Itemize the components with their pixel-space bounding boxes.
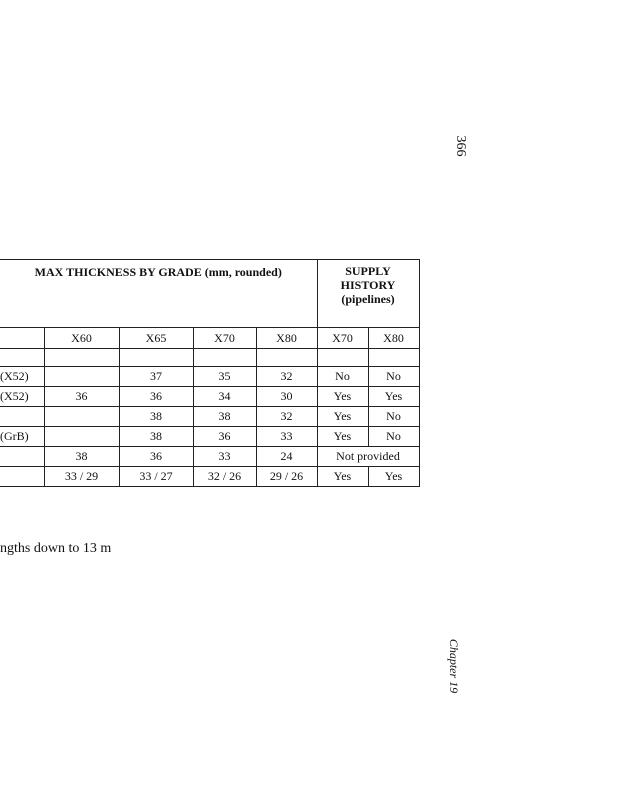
cell-supply-x80: Yes [368,467,419,487]
row-label: (X52) [0,367,44,387]
cell-x65: 36 [119,447,193,467]
cell-x65: 37 [119,367,193,387]
cell-x80 [256,349,317,367]
cell-x65: 38 [119,407,193,427]
cell-x80: 32 [256,367,317,387]
cell-supply-x70 [317,349,368,367]
column-header-x80: X80 [256,328,317,349]
table-row [0,467,419,487]
cell-x80: 32 [256,407,317,427]
table-row [0,367,419,387]
row-label [0,407,44,427]
cell-x60: 36 [44,387,119,407]
cell-x70: 34 [193,387,256,407]
cell-x65: 38 [119,427,193,447]
cell-x70 [193,349,256,367]
cell-x70: 35 [193,367,256,387]
cell-x70: 38 [193,407,256,427]
table-row [0,447,419,467]
cell-supply-x80: No [368,407,419,427]
table-row [0,349,419,367]
supply-header-line-1: SUPPLY [345,264,391,278]
cell-x70: 33 [193,447,256,467]
cell-x60 [44,407,119,427]
row-label [0,349,44,367]
page-number: 366 [453,135,468,157]
running-head: Chapter 19 [447,638,461,694]
row-label: (X52) [0,387,44,407]
cell-x65: 36 [119,387,193,407]
cell-supply-x70: Yes [317,467,368,487]
table-row [0,427,419,447]
cell-x80: 29 / 26 [256,467,317,487]
cell-x60: 38 [44,447,119,467]
cell-x60 [44,367,119,387]
row-label [0,467,44,487]
cell-supply-x80: No [368,427,419,447]
cell-x80: 33 [256,427,317,447]
row-label: (GrB) [0,427,44,447]
cell-supply-x80: Yes [368,387,419,407]
cell-x80: 30 [256,387,317,407]
cell-x70: 32 / 26 [193,467,256,487]
row-label [0,447,44,467]
cell-x65 [119,349,193,367]
cell-supply-not-provided: Not provided [317,447,419,467]
cell-supply-x70: Yes [317,387,368,407]
cell-x60: 33 / 29 [44,467,119,487]
cell-x70: 36 [193,427,256,447]
table-row [0,407,419,427]
supply-header-line-3: (pipelines) [341,292,395,306]
cell-x60 [44,349,119,367]
cell-supply-x70: No [317,367,368,387]
column-header-supply-x80: X80 [368,328,419,349]
column-header-blank [0,328,44,349]
cell-x60 [44,427,119,447]
max-thickness-header: MAX THICKNESS BY GRADE (mm, rounded) [0,260,317,328]
cell-x80: 24 [256,447,317,467]
table-row [0,387,419,407]
supply-history-header [317,260,419,328]
cell-supply-x80 [368,349,419,367]
column-header-x65: X65 [119,328,193,349]
column-header-x70: X70 [193,328,256,349]
cell-x65: 33 / 27 [119,467,193,487]
column-header-supply-x70: X70 [317,328,368,349]
cell-supply-x70: Yes [317,427,368,447]
cell-supply-x80: No [368,367,419,387]
cell-supply-x70: Yes [317,407,368,427]
column-header-x60: X60 [44,328,119,349]
supply-header-line-2: HISTORY [340,278,396,292]
table-footnote: ngths down to 13 m [0,541,112,556]
column-header-row [0,328,419,349]
max-thickness-table [0,259,420,487]
